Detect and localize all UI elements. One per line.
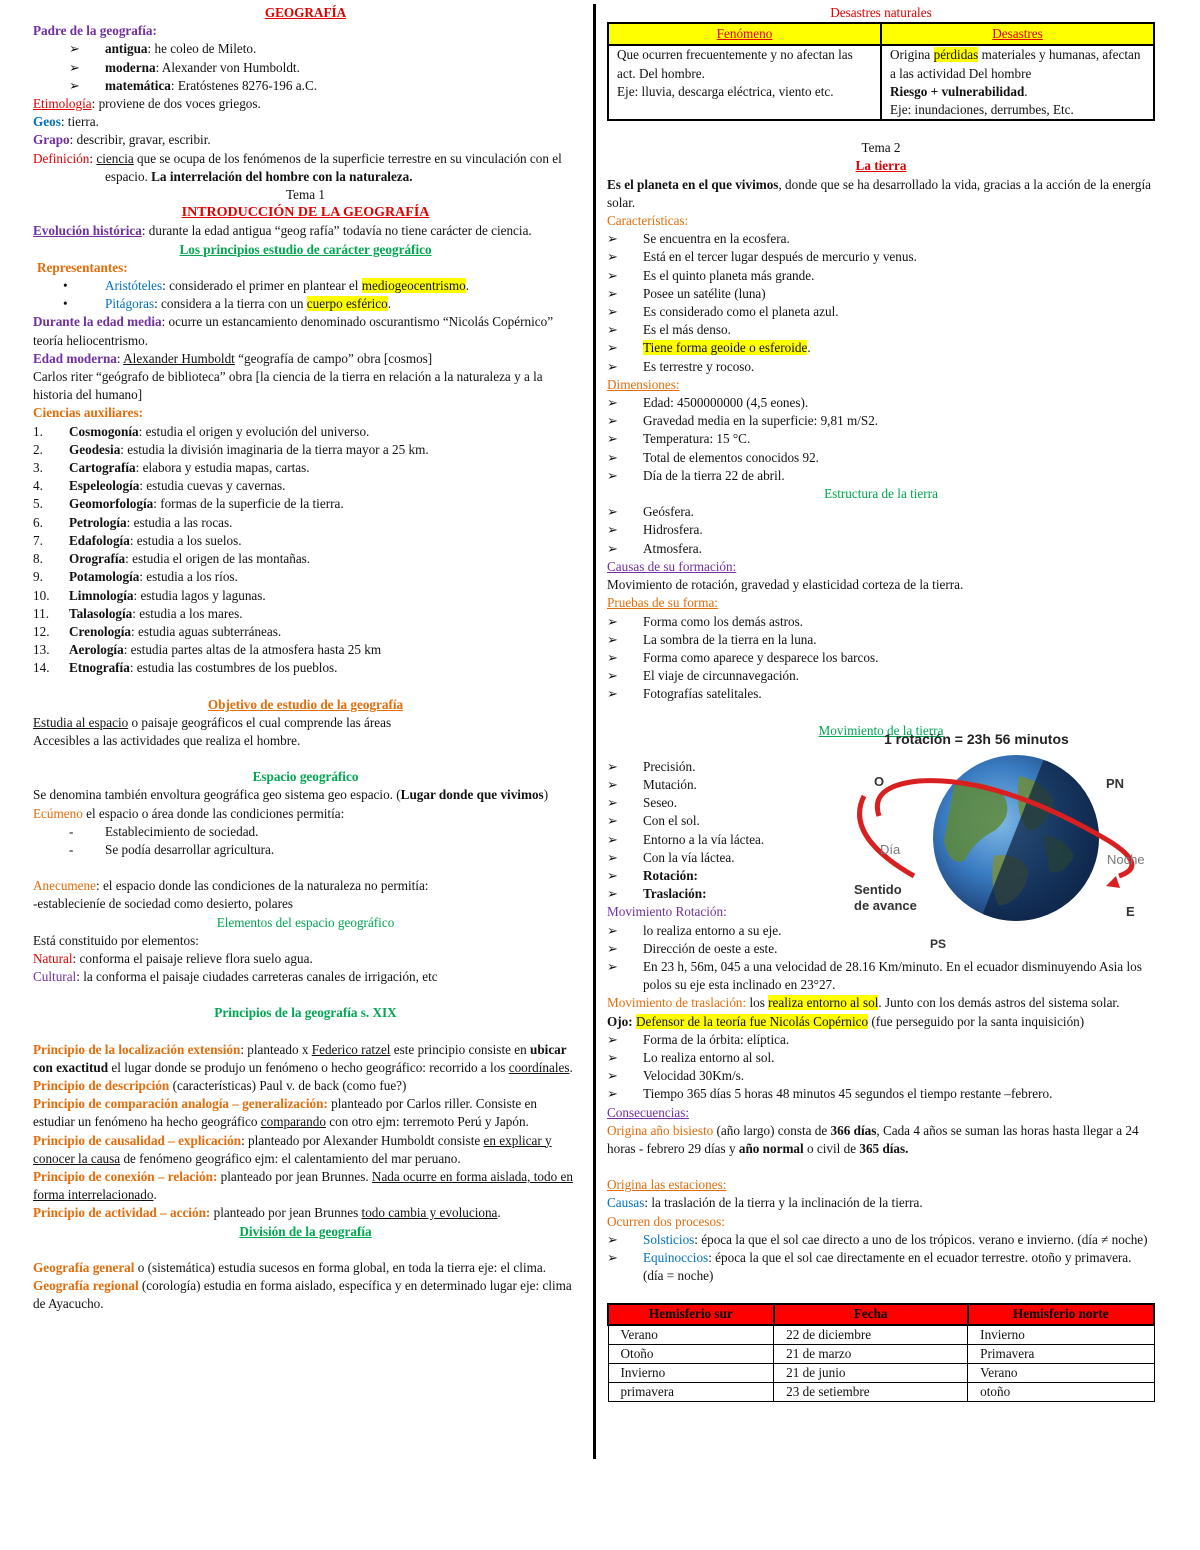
- definicion: Definición: ciencia que se ocupa de los fenómenos de la superficie terrestre en su vinculación con el espacio. La interrelación del hombre con la naturaleza.: [33, 150, 562, 184]
- list-item-text: Forma como aparece y desparece los barcos.: [643, 649, 879, 665]
- ciencia-name: Geomorfología: [69, 496, 154, 512]
- dot-bullet-icon: •: [63, 296, 68, 312]
- arrow-bullet-icon: ➢: [607, 1068, 619, 1084]
- traslacion: Movimiento de traslación: los realiza entorno al sol. Junto con los demás astros del sistema solar.: [607, 995, 1120, 1011]
- ciencia-name: Orografía: [69, 551, 126, 567]
- list-item-text: Dirección de oeste a este.: [643, 940, 778, 956]
- list-item: [33, 514, 578, 532]
- arrow-bullet-icon: ➢: [607, 631, 619, 647]
- list-number: 7.: [33, 532, 43, 548]
- hemisferios-table: [607, 1303, 1155, 1402]
- arrow-bullet-icon: ➢: [607, 285, 619, 301]
- list-item: ➢ Rotación:: [607, 867, 1155, 885]
- list-item: • Pitágoras: considera a la tierra con un cuerpo esférico.: [33, 295, 578, 313]
- svg-text:E: E: [1126, 904, 1135, 919]
- list-item: [33, 550, 578, 568]
- list-item-text: Es considerado como el planeta azul.: [643, 304, 839, 320]
- table-header: Hemisferio sur: [608, 1304, 774, 1324]
- ciencia-name: Cosmogonía: [69, 423, 139, 439]
- dot-bullet-icon: •: [63, 278, 68, 294]
- ciencia-name: Geodesia: [69, 441, 121, 457]
- list-item: [607, 613, 1155, 631]
- list-item-text: Con el sol.: [643, 813, 700, 829]
- ciencias-list: [33, 423, 578, 678]
- arrow-bullet-icon: ➢: [607, 867, 619, 883]
- desastres-table: [607, 22, 1155, 121]
- etimologia: Etimología: proviene de dos voces griegos.: [33, 96, 261, 112]
- espacio-title: Espacio geográfico: [252, 769, 359, 785]
- list-item: • Aristóteles: considerado el primer en plantear el mediogeocentrismo.: [33, 277, 578, 295]
- arrow-bullet-icon: ➢: [607, 776, 619, 792]
- arrow-bullet-icon: ➢: [607, 413, 619, 429]
- list-item: [607, 503, 1155, 521]
- procesos-label: Ocurren dos procesos:: [607, 1213, 725, 1229]
- ciencia-name: Petrología: [69, 514, 127, 530]
- list-item-text: [69, 623, 578, 641]
- svg-text:Sentido: Sentido: [854, 882, 902, 897]
- list-item: [33, 532, 578, 550]
- table-cell: 21 de marzo: [774, 1344, 968, 1363]
- list-item: [33, 568, 578, 586]
- list-item-text: Forma de la órbita: elíptica.: [643, 1031, 790, 1047]
- arrow-bullet-icon: ➢: [607, 1231, 619, 1247]
- arrow-bullet-icon: ➢: [607, 267, 619, 283]
- table-cell: otoño: [968, 1383, 1154, 1402]
- list-item-text: Es el quinto planeta más grande.: [643, 267, 815, 283]
- pruebas-list: [607, 613, 1155, 704]
- list-item: [607, 649, 1155, 667]
- arrow-bullet-icon: ➢: [607, 922, 619, 938]
- anecumene: Anecumene: el espacio donde las condiciones de la naturaleza no permitía:: [33, 878, 429, 894]
- list-item-text: [69, 568, 578, 586]
- ciencia-desc: : estudia el origen y evolución del universo.: [138, 423, 370, 439]
- table-cell: 22 de diciembre: [774, 1325, 968, 1345]
- tierra-title: La tierra: [855, 158, 907, 174]
- tema2-label: Tema 2: [861, 140, 901, 156]
- arrow-bullet-icon: ➢: [607, 522, 619, 538]
- arrow-bullet-icon: ➢: [607, 358, 619, 374]
- arrow-bullet-icon: ➢: [607, 504, 619, 520]
- arrow-bullet-icon: ➢: [607, 449, 619, 465]
- movimiento-title: Movimiento de la tierra: [818, 722, 944, 738]
- list-item: ➢ Equinoccios: época la que el sol cae directamente en el ecuador terrestre. otoño y primavera. (día = noche): [607, 1249, 1155, 1285]
- arrow-bullet-icon: ➢: [607, 940, 619, 956]
- list-item: [33, 587, 578, 605]
- column-divider: [593, 4, 596, 1459]
- list-item-text: [69, 641, 578, 659]
- ciencias-label: Ciencias auxiliares:: [33, 405, 144, 421]
- list-item-text: Tiempo 365 días 5 horas 48 minutos 45 segundos el tiempo restante –febrero.: [643, 1086, 1053, 1102]
- principio-comparacion: Principio de comparación analogía – generalización: planteado por Carlos riller. Consiste en estudiar un fenómeno ha hecho geográfico comparando con otro ejm: terremoto Perú y Japón.: [33, 1096, 537, 1130]
- list-item-text: Con la vía láctea.: [643, 849, 735, 865]
- list-number: 1.: [33, 423, 43, 439]
- table-cell: Que ocurren frecuentemente y no afectan las act. Del hombre. Eje: lluvia, descarga eléctrica, viento etc.: [608, 45, 881, 120]
- list-number: 3.: [33, 460, 43, 476]
- list-item: [607, 521, 1155, 539]
- dash-bullet-icon: -: [69, 841, 74, 857]
- list-item-text: Es el más denso.: [643, 322, 731, 338]
- list-item-text: Geósfera.: [643, 504, 694, 520]
- list-item: [607, 467, 1155, 485]
- padre-list: [33, 40, 578, 95]
- list-item: [607, 1031, 1155, 1049]
- list-number: 11.: [33, 605, 49, 621]
- geografia-general: Geografía general o (sistemática) estudia sucesos en forma global, en toda la tierra eje: el clima.: [33, 1259, 547, 1275]
- arrow-bullet-icon: ➢: [607, 813, 619, 829]
- arrow-bullet-icon: ➢: [607, 340, 619, 356]
- cultural: Cultural: la conforma el paisaje ciudades carreteras canales de irrigación, etc: [33, 969, 438, 985]
- list-item: [607, 430, 1155, 448]
- table-header: Hemisferio norte: [968, 1304, 1154, 1324]
- causas-text: Movimiento de rotación, gravedad y elasticidad corteza de la tierra.: [607, 577, 964, 593]
- ciencia-name: Espeleología: [69, 478, 140, 494]
- list-item-text: Edad: 4500000000 (4,5 eones).: [643, 395, 809, 411]
- list-item: [33, 423, 578, 441]
- list-item-text: Forma como los demás astros.: [643, 613, 804, 629]
- list-item-text: lo realiza entorno a su eje.: [643, 922, 782, 938]
- bisiesto: Origina año bisiesto (año largo) consta de 366 días, Cada 4 años se suman las horas hasta llegar a 24 horas - febrero 29 días y año normal o civil de 365 días.: [607, 1122, 1139, 1156]
- evolucion: Evolución histórica: durante la edad antigua “geog rafía” todavía no tiene carácter de ciencia.: [33, 223, 532, 239]
- principio-causalidad: Principio de causalidad – explicación: planteado por Alexander Humboldt consiste en explicar y conocer la causa de fenómeno geográfico ejm: el calentamiento del mar peruano.: [33, 1132, 552, 1166]
- ciencia-desc: : estudia a los mares.: [132, 605, 243, 621]
- list-item: ➢ moderna: Alexander von Humboldt.: [33, 59, 578, 77]
- division-title: División de la geografía: [239, 1223, 372, 1239]
- ciencia-desc: : elabora y estudia mapas, cartas.: [135, 460, 310, 476]
- ciencia-desc: : estudia a los suelos.: [129, 532, 242, 548]
- svg-text:PS: PS: [930, 937, 947, 951]
- doc-title: GEOGRAFÍA: [264, 5, 347, 20]
- principios-estudio-title: Los principios estudio de carácter geográfico: [179, 241, 432, 257]
- table-cell: Invierno: [968, 1325, 1154, 1345]
- list-item: [607, 685, 1155, 703]
- table-cell: primavera: [608, 1383, 774, 1402]
- arrow-bullet-icon: ➢: [69, 59, 81, 75]
- list-number: 10.: [33, 587, 50, 603]
- causas2: Causas: la traslación de la tierra y la inclinación de la tierra.: [607, 1195, 923, 1211]
- objetivo-title: Objetivo de estudio de la geografía: [207, 696, 404, 712]
- ciencia-name: Edafología: [69, 532, 130, 548]
- list-item-text: Está en el tercer lugar después de mercurio y venus.: [643, 249, 917, 265]
- rotacion-label: Movimiento Rotación:: [607, 904, 727, 920]
- list-item-text: [69, 605, 578, 623]
- list-item-text: El viaje de circunnavegación.: [643, 668, 799, 684]
- list-item: [33, 495, 578, 513]
- list-item-text: [69, 532, 578, 550]
- svg-text:Día: Día: [880, 842, 901, 857]
- arrow-bullet-icon: ➢: [69, 41, 81, 57]
- ciencia-desc: : estudia cuevas y cavernas.: [139, 478, 286, 494]
- table-row: [608, 1344, 1154, 1363]
- arrow-bullet-icon: ➢: [607, 831, 619, 847]
- representantes-label: Representantes:: [37, 259, 128, 275]
- table-cell: Primavera: [968, 1344, 1154, 1363]
- arrow-bullet-icon: ➢: [607, 958, 619, 974]
- objetivo-text: Estudia al espacio o paisaje geográficos el cual comprende las áreas: [33, 714, 392, 730]
- dimensiones-label: Dimensiones:: [607, 376, 680, 392]
- dimensiones-list: [607, 394, 1155, 485]
- list-item-text: Precisión.: [643, 758, 696, 774]
- estaciones-label: Origina las estaciones:: [607, 1177, 727, 1193]
- list-item-text: [69, 550, 578, 568]
- table-row: [608, 1325, 1154, 1345]
- list-item-text: Lo realiza entorno al sol.: [643, 1049, 775, 1065]
- arrow-bullet-icon: ➢: [607, 431, 619, 447]
- arrow-bullet-icon: ➢: [607, 1086, 619, 1102]
- dash-bullet-icon: -: [69, 823, 74, 839]
- svg-text:Noche: Noche: [1107, 852, 1145, 867]
- table-cell: Verano: [968, 1364, 1154, 1383]
- list-number: 13.: [33, 642, 50, 658]
- geografia-regional: Geografía regional (corología) estudia en forma aislado, específica y en determinado lugar eje: clima de Ayacucho.: [33, 1278, 572, 1312]
- padre-label: Padre de la geografía:: [33, 23, 157, 39]
- list-item: - Se podía desarrollar agricultura.: [33, 841, 578, 859]
- tierra-def: Es el planeta en el que vivimos, donde que se ha desarrollado la vida, gracias a la acción de la energía solar.: [607, 176, 1151, 210]
- principio-descripcion: Principio de descripción (características) Paul v. de back (como fue?): [33, 1077, 407, 1093]
- list-item-text: Mutación.: [643, 776, 697, 792]
- table-row: [608, 1383, 1154, 1402]
- pruebas-label: Pruebas de su forma:: [607, 595, 718, 611]
- ciencia-name: Potamología: [69, 569, 140, 585]
- caract-list: [607, 230, 1155, 339]
- list-item-text: Hidrosfera.: [643, 522, 703, 538]
- list-item: [607, 394, 1155, 412]
- arrow-bullet-icon: ➢: [607, 1250, 619, 1265]
- list-item: [607, 794, 837, 812]
- list-item: [607, 812, 837, 830]
- arrow-bullet-icon: ➢: [607, 1031, 619, 1047]
- principio-localizacion: Principio de la localización extensión: planteado x Federico ratzel este principio consiste en ubicar con exactitud el lugar donde se produjo un fenómeno o hecho geográfico: recorrido a los coordínales.: [33, 1041, 573, 1075]
- ciencia-desc: : estudia el origen de las montañas.: [125, 551, 311, 567]
- svg-text:de avance: de avance: [854, 898, 917, 913]
- list-item: [607, 831, 837, 849]
- geos: Geos: tierra.: [33, 114, 99, 130]
- caract-label: Características:: [607, 213, 689, 229]
- estructura-title: Estructura de la tierra: [824, 486, 938, 502]
- list-item: [33, 605, 578, 623]
- list-item: [607, 248, 1155, 266]
- table-row: [608, 1364, 1154, 1383]
- natural: Natural: conforma el paisaje relieve flora suelo agua.: [33, 950, 313, 966]
- list-item: [33, 641, 578, 659]
- consecuencias-label: Consecuencias:: [607, 1104, 690, 1120]
- list-item-text: Atmosfera.: [643, 540, 702, 556]
- list-item-text: [69, 477, 578, 495]
- edad-moderna: Edad moderna: Alexander Humboldt “geografía de campo” obra [cosmos]: [33, 350, 433, 366]
- tema1-label: Tema 1: [286, 187, 325, 203]
- list-item: [607, 321, 1155, 339]
- espacio-text: Se denomina también envoltura geográfica geo sistema geo espacio. (Lugar donde que vivimos): [33, 787, 549, 803]
- grapo: Grapo: describir, gravar, escribir.: [33, 132, 211, 148]
- list-item: ➢ Es terrestre y rocoso.: [607, 358, 1155, 376]
- principios-title: Principios de la geografía s. XIX: [214, 1005, 397, 1021]
- list-item-text: Gravedad media en la superficie: 9,81 m/S2.: [643, 413, 879, 429]
- ciencia-name: Etnografía: [69, 660, 130, 676]
- list-item: ➢ Tiene forma geoide o esferoide.: [607, 339, 1155, 357]
- list-item-text: [69, 587, 578, 605]
- svg-text:O: O: [874, 774, 885, 789]
- list-item: - Establecimiento de sociedad.: [33, 823, 578, 841]
- list-item-text: Se encuentra en la ecosfera.: [643, 231, 790, 247]
- list-number: 12.: [33, 623, 50, 639]
- right-column: [607, 4, 1155, 1402]
- ciencia-desc: : estudia lagos y lagunas.: [133, 587, 266, 603]
- list-item: [33, 477, 578, 495]
- arrow-bullet-icon: ➢: [607, 231, 619, 247]
- list-item-text: [69, 514, 578, 532]
- list-item: [607, 1085, 1155, 1103]
- list-item: [607, 230, 1155, 248]
- list-number: 2.: [33, 441, 43, 457]
- list-item: [607, 667, 1155, 685]
- causas-label: Causas de su formación:: [607, 558, 737, 574]
- list-number: 6.: [33, 514, 43, 530]
- ciencia-desc: : estudia partes altas de la atmosfera hasta 25 km: [123, 642, 382, 658]
- estructura-list: [607, 503, 1155, 558]
- list-item: [607, 849, 837, 867]
- arrow-bullet-icon: ➢: [607, 395, 619, 411]
- list-item: [607, 958, 1155, 994]
- ciencia-name: Aerología: [69, 642, 124, 658]
- elementos-title: Elementos del espacio geográfico: [216, 914, 395, 930]
- edad-media: Durante la edad media: ocurre un estancamiento denominado oscurantismo “Nicolás Copérnico” teoría heliocentrismo.: [33, 314, 554, 348]
- principio-conexion: Principio de conexión – relación: planteado por jean Brunnes. Nada ocurre en forma aislada, todo en forma interrelacionado.: [33, 1168, 573, 1203]
- list-item: [607, 1049, 1155, 1067]
- list-item-text: Entorno a la vía láctea.: [643, 831, 765, 847]
- principio-actividad: Principio de actividad – acción: planteado por jean Brunnes todo cambia y evoluciona.: [33, 1205, 501, 1221]
- list-number: 9.: [33, 569, 43, 585]
- list-item-text: [69, 441, 578, 459]
- list-item: ➢ matemática: Eratóstenes 8276-196 a.C.: [33, 77, 578, 95]
- arrow-bullet-icon: ➢: [607, 686, 619, 702]
- left-column: [33, 4, 578, 1313]
- table-header: Fenómeno: [608, 23, 881, 45]
- earth-rotation-illustration: [844, 726, 1159, 951]
- arrow-bullet-icon: ➢: [607, 649, 619, 665]
- arrow-bullet-icon: ➢: [607, 467, 619, 483]
- list-item-text: Total de elementos conocidos 92.: [643, 449, 819, 465]
- list-item-text: [69, 495, 578, 513]
- ciencia-name: Cartografía: [69, 460, 136, 476]
- list-item: ➢ Solsticios: época la que el sol cae directo a uno de los trópicos. verano e invierno. (día ≠ noche): [607, 1231, 1155, 1249]
- arrow-bullet-icon: ➢: [607, 668, 619, 684]
- arrow-bullet-icon: ➢: [607, 322, 619, 338]
- ciencia-desc: : estudia las costumbres de los pueblos.: [129, 660, 338, 676]
- list-item-text: En 23 h, 56m, 045 a una velocidad de 28.16 Km/minuto. En el ecuador disminuyendo Asia los polos su eje esta inclinado en 23°27.: [643, 958, 1142, 993]
- elementos-text: Está constituido por elementos:: [33, 932, 199, 948]
- ciencia-desc: : estudia aguas subterráneas.: [131, 623, 282, 639]
- list-item-text: [69, 659, 578, 677]
- ciencia-name: Talasología: [69, 605, 133, 621]
- arrow-bullet-icon: ➢: [607, 886, 619, 902]
- ciencia-name: Crenología: [69, 623, 132, 639]
- list-item: [607, 1067, 1155, 1085]
- list-number: 14.: [33, 660, 50, 676]
- list-item: [33, 459, 578, 477]
- list-item-text: [69, 423, 578, 441]
- anecumene-text2: -establecieníe de sociedad como desierto, polares: [33, 896, 293, 912]
- table-cell: 21 de junio: [774, 1364, 968, 1383]
- table-cell: Otoño: [608, 1344, 774, 1363]
- list-number: 8.: [33, 551, 43, 567]
- ciencia-desc: : formas de la superficie de la tierra.: [153, 496, 344, 512]
- list-item: [607, 631, 1155, 649]
- desastres-title: Desastres naturales: [830, 5, 932, 20]
- list-item: [33, 441, 578, 459]
- table-cell: Verano: [608, 1325, 774, 1345]
- arrow-bullet-icon: ➢: [607, 1049, 619, 1065]
- list-item: [607, 285, 1155, 303]
- list-item: [33, 659, 578, 677]
- ciencia-desc: : estudia a los ríos.: [139, 569, 238, 585]
- list-item-text: La sombra de la tierra en la luna.: [643, 631, 817, 647]
- arrow-bullet-icon: ➢: [607, 849, 619, 865]
- orbita-list: [607, 1031, 1155, 1104]
- ritter: Carlos riter “geógrafo de biblioteca” obra [la ciencia de la tierra en relación a la naturaleza y a la historia del humano]: [33, 369, 543, 403]
- list-item: [607, 303, 1155, 321]
- table-header: Desastres: [881, 23, 1154, 45]
- list-item-text: Velocidad 30Km/s.: [643, 1068, 745, 1084]
- list-item-text: Seseo.: [643, 795, 678, 811]
- arrow-bullet-icon: ➢: [607, 304, 619, 320]
- globe-caption: 1 rotación = 23h 56 minutos: [884, 731, 1069, 747]
- list-item: [33, 623, 578, 641]
- list-item: [607, 540, 1155, 558]
- list-number: 4.: [33, 478, 43, 494]
- movimiento-list: [607, 758, 837, 867]
- list-item: [607, 449, 1155, 467]
- list-item: [607, 412, 1155, 430]
- list-item: [607, 758, 837, 776]
- arrow-bullet-icon: ➢: [607, 795, 619, 811]
- table-cell: Origina pérdidas materiales y humanas, afectan a las actividad Del hombre Riesgo + vulnerabilidad. Eje: inundaciones, derrumbes, Etc.: [881, 45, 1154, 120]
- list-number: 5.: [33, 496, 43, 512]
- arrow-bullet-icon: ➢: [607, 613, 619, 629]
- arrow-bullet-icon: ➢: [69, 77, 81, 93]
- ecumeno: Ecúmeno el espacio o área donde las condiciones permitía:: [33, 805, 345, 821]
- list-item-text: Temperatura: 15 °C.: [643, 431, 751, 447]
- list-item: ➢ Traslación:: [607, 885, 1155, 903]
- table-cell: 23 de setiembre: [774, 1383, 968, 1402]
- objetivo-text2: Accesibles a las actividades que realiza el hombre.: [33, 732, 301, 748]
- table-header: Fecha: [774, 1304, 968, 1324]
- list-item: [607, 776, 837, 794]
- list-item: ➢ antigua: he coleo de Mileto.: [33, 40, 578, 58]
- list-item-text: Día de la tierra 22 de abril.: [643, 467, 785, 483]
- ojo: Ojo: Defensor de la teoría fue Nicolás Copérnico (fue perseguido por la santa inquisición): [607, 1013, 1085, 1029]
- table-cell: Invierno: [608, 1364, 774, 1383]
- ciencia-desc: : estudia la división imaginaria de la tierra mayor a 25 km.: [120, 441, 429, 457]
- intro-title: INTRODUCCIÓN DE LA GEOGRAFÍA: [181, 205, 430, 221]
- ciencia-desc: : estudia a las rocas.: [126, 514, 233, 530]
- list-item-text: Posee un satélite (luna): [643, 285, 766, 301]
- svg-text:PN: PN: [1106, 776, 1125, 791]
- arrow-bullet-icon: ➢: [607, 540, 619, 556]
- list-item: [607, 267, 1155, 285]
- arrow-bullet-icon: ➢: [607, 249, 619, 265]
- list-item-text: [69, 459, 578, 477]
- ciencia-name: Limnología: [69, 587, 134, 603]
- list-item-text: Fotografías satelitales.: [643, 686, 762, 702]
- arrow-bullet-icon: ➢: [607, 758, 619, 774]
